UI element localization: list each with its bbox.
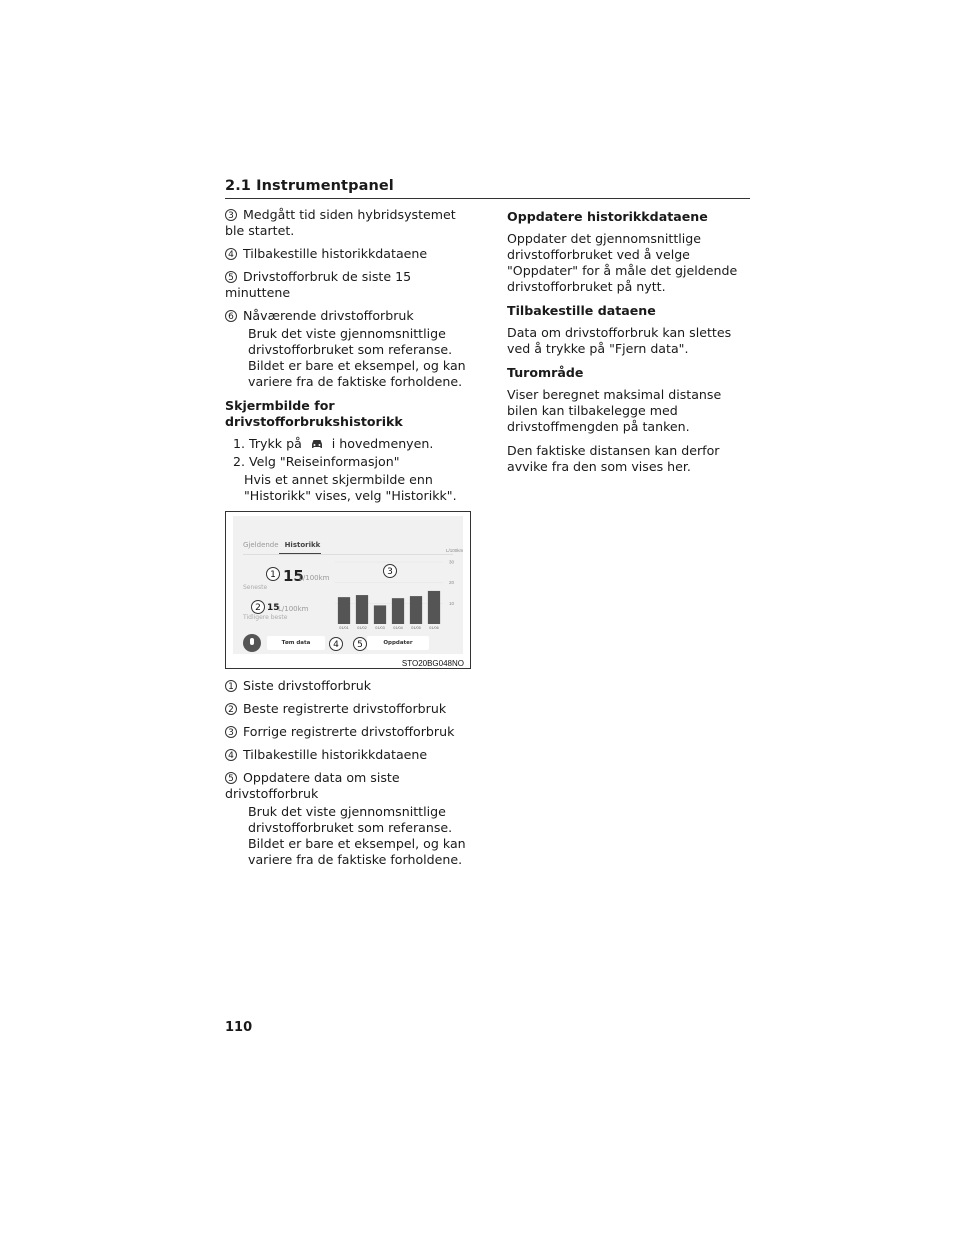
callout-1: 1 [266,567,280,581]
consumption-bar-chart [333,544,464,636]
list-item [225,747,475,763]
callout-3: 3 [383,564,397,578]
item-text: Medgått tid siden hybridsystemet ble startet. [225,207,456,238]
number-badge: 5 [225,271,237,283]
paragraph-reset-data: Data om drivstofforbruk kan slettes ved å trykke på "Fjern data". [507,325,732,356]
best-consumption-value: 15 [267,603,280,613]
number-badge: 3 [225,726,237,738]
x-tick-label: 01/04 [393,626,403,630]
history-screen-figure [225,511,471,669]
x-tick-label: 01/06 [429,626,439,630]
heading-reset-data: Tilbakestille dataene [507,303,656,318]
number-badge: 6 [225,310,237,322]
latest-label: Seneste [243,584,268,591]
y-tick-label: 30 [449,559,455,565]
number-badge: 4 [225,248,237,260]
list-item [225,724,475,740]
clear-data-button[interactable]: Tøm data [267,636,325,650]
paragraph-update-history: Oppdater det gjennomsnittlige drivstofforbruket ved å velge "Oppdater" for å måle det gjeldende drivstofforbruket på nytt. [507,231,738,294]
number-badge: 2 [225,703,237,715]
page-number: 110 [225,1020,253,1035]
x-tick-label: 01/03 [375,626,385,630]
item-text: Siste drivstofforbruk [243,678,372,693]
update-button[interactable]: Oppdater [367,636,429,650]
list-item [225,246,475,262]
callout-4: 4 [329,637,343,651]
note-text: Bruk det viste gjennomsnittlige drivstofforbruket som referanse. Bildet er bare et eksempel, og kan variere fra de faktiske forholdene. [248,804,466,867]
x-tick-label: 01/05 [411,626,421,630]
history-screen [233,516,463,654]
right-column [507,209,752,475]
car-icon [310,438,324,450]
callout-2: 2 [251,600,265,614]
list-item [225,701,475,717]
latest-consumption-value: 15 [283,567,304,585]
heading-range: Turområde [507,365,584,380]
chart-bar [356,595,368,624]
left-column [225,207,475,504]
latest-consumption-unit: L/100km [299,574,330,582]
item-text: Nåværende drivstofforbruk [243,308,414,323]
heading-update-history: Oppdatere historikkdataene [507,209,708,224]
x-tick-label: 01/02 [357,626,367,630]
step-1 [225,436,475,452]
tab-history[interactable]: Historikk [284,541,321,549]
item-text: Oppdatere data om siste drivstofforbruk [225,770,400,801]
figure-code: STO20BG048NO [401,659,464,668]
list-item [225,678,475,694]
section-title: 2.1 Instrumentpanel [225,178,394,194]
item-text: Drivstofforbruk de siste 15 minuttene [225,269,412,300]
number-badge: 3 [225,209,237,221]
list-item [225,308,475,324]
step-1-text-b: i hovedmenyen. [331,436,434,451]
tab-active-underline [279,553,321,554]
list-item [225,770,475,802]
best-consumption-unit: L/100km [278,605,309,613]
item-text: Forrige registrerte drivstofforbruk [243,724,455,739]
callout-5: 5 [353,637,367,651]
item-text: Beste registrerte drivstofforbruk [243,701,447,716]
tab-current[interactable]: Gjeldende [243,541,279,549]
step-1-text-a: 1. Trykk på [233,436,302,451]
y-axis-unit: L/100km [446,548,464,553]
section-heading: Skjermbilde for drivstofforbrukshistorikk [225,398,403,429]
x-tick-label: 01/01 [339,626,349,630]
step-2-note: Hvis et annet skjermbilde enn "Historikk" vises, velg "Historikk". [244,472,457,503]
list-item [225,207,475,239]
number-badge: 1 [225,680,237,692]
page-header [225,178,750,199]
header-rule [225,198,750,199]
list-item [225,269,475,301]
best-label: Tidligere beste [243,614,288,621]
step-2: 2. Velg "Reiseinformasjon" [233,454,400,469]
note-text: Bruk det viste gjennomsnittlige drivstofforbruket som referanse. Bildet er bare et eksempel, og kan variere fra de faktiske forholdene. [248,326,466,389]
item-text: Tilbakestille historikkdataene [243,246,428,261]
paragraph-range: Viser beregnet maksimal distanse bilen kan tilbakelegge med drivstoffmengden på tanken. [507,387,722,434]
paragraph-range-note: Den faktiske distansen kan derfor avvike fra den som vises her. [507,443,720,474]
y-tick-label: 10 [449,600,455,606]
item-text: Tilbakestille historikkdataene [243,747,428,762]
chart-bar [428,591,440,624]
chart-bar [410,596,422,624]
left-column-bottom [225,678,475,868]
chart-bar [392,598,404,624]
chart-bar [374,605,386,624]
tab-bar [243,541,320,549]
number-badge: 4 [225,749,237,761]
number-badge: 5 [225,772,237,784]
chart-bar [338,597,350,624]
microphone-button[interactable] [243,634,261,652]
y-tick-label: 20 [449,580,455,586]
